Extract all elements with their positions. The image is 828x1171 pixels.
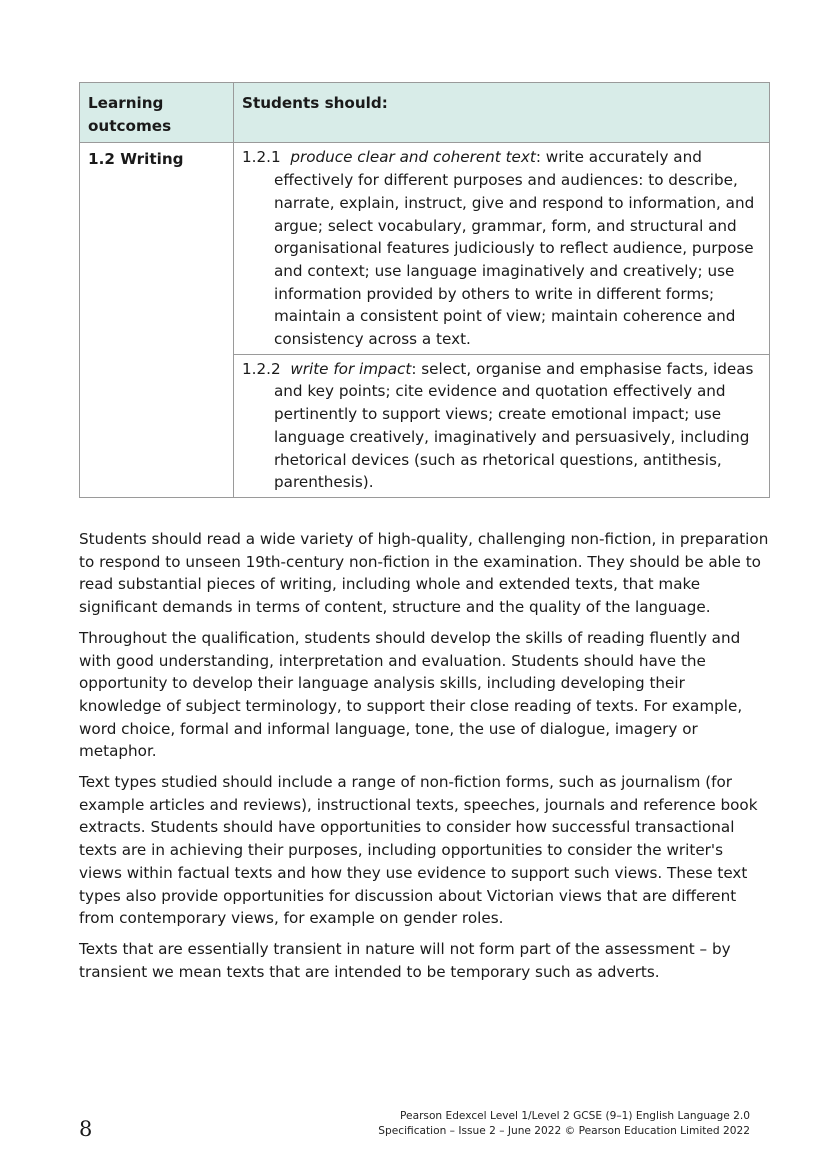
item-number: 1.2.1 xyxy=(242,148,281,167)
footer-copyright: Specification – Issue 2 – June 2022 © Pearson Education Limited 2022 xyxy=(378,1125,750,1137)
outcome-item-cell xyxy=(234,143,770,354)
item-number: 1.2.2 xyxy=(242,359,281,378)
outcome-item xyxy=(242,146,761,350)
table-header-row xyxy=(80,83,770,143)
paragraph: Students should read a wide variety of high-quality, challenging non-fiction, in preparation to respond to unseen 19th-century non-fiction in the examination. They should be able to read substantial pieces of writing, including whole and extended texts, that make significant demands in terms of content, structure and the quality of the language. xyxy=(79,530,769,617)
footer xyxy=(378,1109,750,1139)
item-text: : select, organise and emphasise facts, ideas and key points; cite evidence and quotation effectively and pertinently to support views; create emotional impact; use language creatively, imaginatively and persuasively, including rhetorical devices (such as rhetorical questions, antithesis, parenthesis). xyxy=(274,359,754,492)
outcome-item-cell xyxy=(234,354,770,497)
paragraph: Throughout the qualification, students should develop the skills of reading fluently and with good understanding, interpretation and evaluation. Students should have the opportunity to develop their language analysis skills, including developing their knowledge of subject terminology, to support their close reading of texts. For example, word choice, formal and informal language, tone, the use of dialogue, imagery or metaphor. xyxy=(79,628,743,761)
table-row xyxy=(80,143,770,354)
page-number: 8 xyxy=(79,1117,93,1141)
item-term: produce clear and coherent text xyxy=(290,148,536,167)
learning-outcomes-table xyxy=(79,82,770,498)
footer-title: Pearson Edexcel Level 1/Level 2 GCSE (9–1) English Language 2.0 xyxy=(400,1110,750,1122)
item-term: write for impact xyxy=(290,359,412,378)
body-text xyxy=(79,528,769,991)
outcome-name: 1.2 Writing xyxy=(80,143,234,498)
paragraph: Text types studied should include a range of non-fiction forms, such as journalism (for example articles and reviews), instructional texts, speeches, journals and reference book extracts. Students should have opportunities to consider how successful transactional texts are in achieving their purposes, including opportunities to consider the writer's views within factual texts and how they use evidence to support such views. These text types also provide opportunities for discussion about Victorian views that are different from contemporary views, for example on gender roles. xyxy=(79,773,758,928)
header-learning-outcomes: Learning outcomes xyxy=(80,83,234,143)
paragraph: Texts that are essentially transient in nature will not form part of the assessment – by transient we mean texts that are intended to be temporary such as adverts. xyxy=(79,939,731,981)
outcome-item xyxy=(242,358,761,494)
header-students-should: Students should: xyxy=(234,83,770,143)
item-text: : write accurately and effectively for different purposes and audiences: to describe, narrate, explain, instruct, give and respond to information, and argue; select vocabulary, grammar, form, and structural and organisational features judiciously to reflect audience, purpose and context; use language imaginatively and creatively; use information provided by others to write in different forms; maintain a consistent point of view; maintain coherence and consistency across a text. xyxy=(274,148,755,349)
